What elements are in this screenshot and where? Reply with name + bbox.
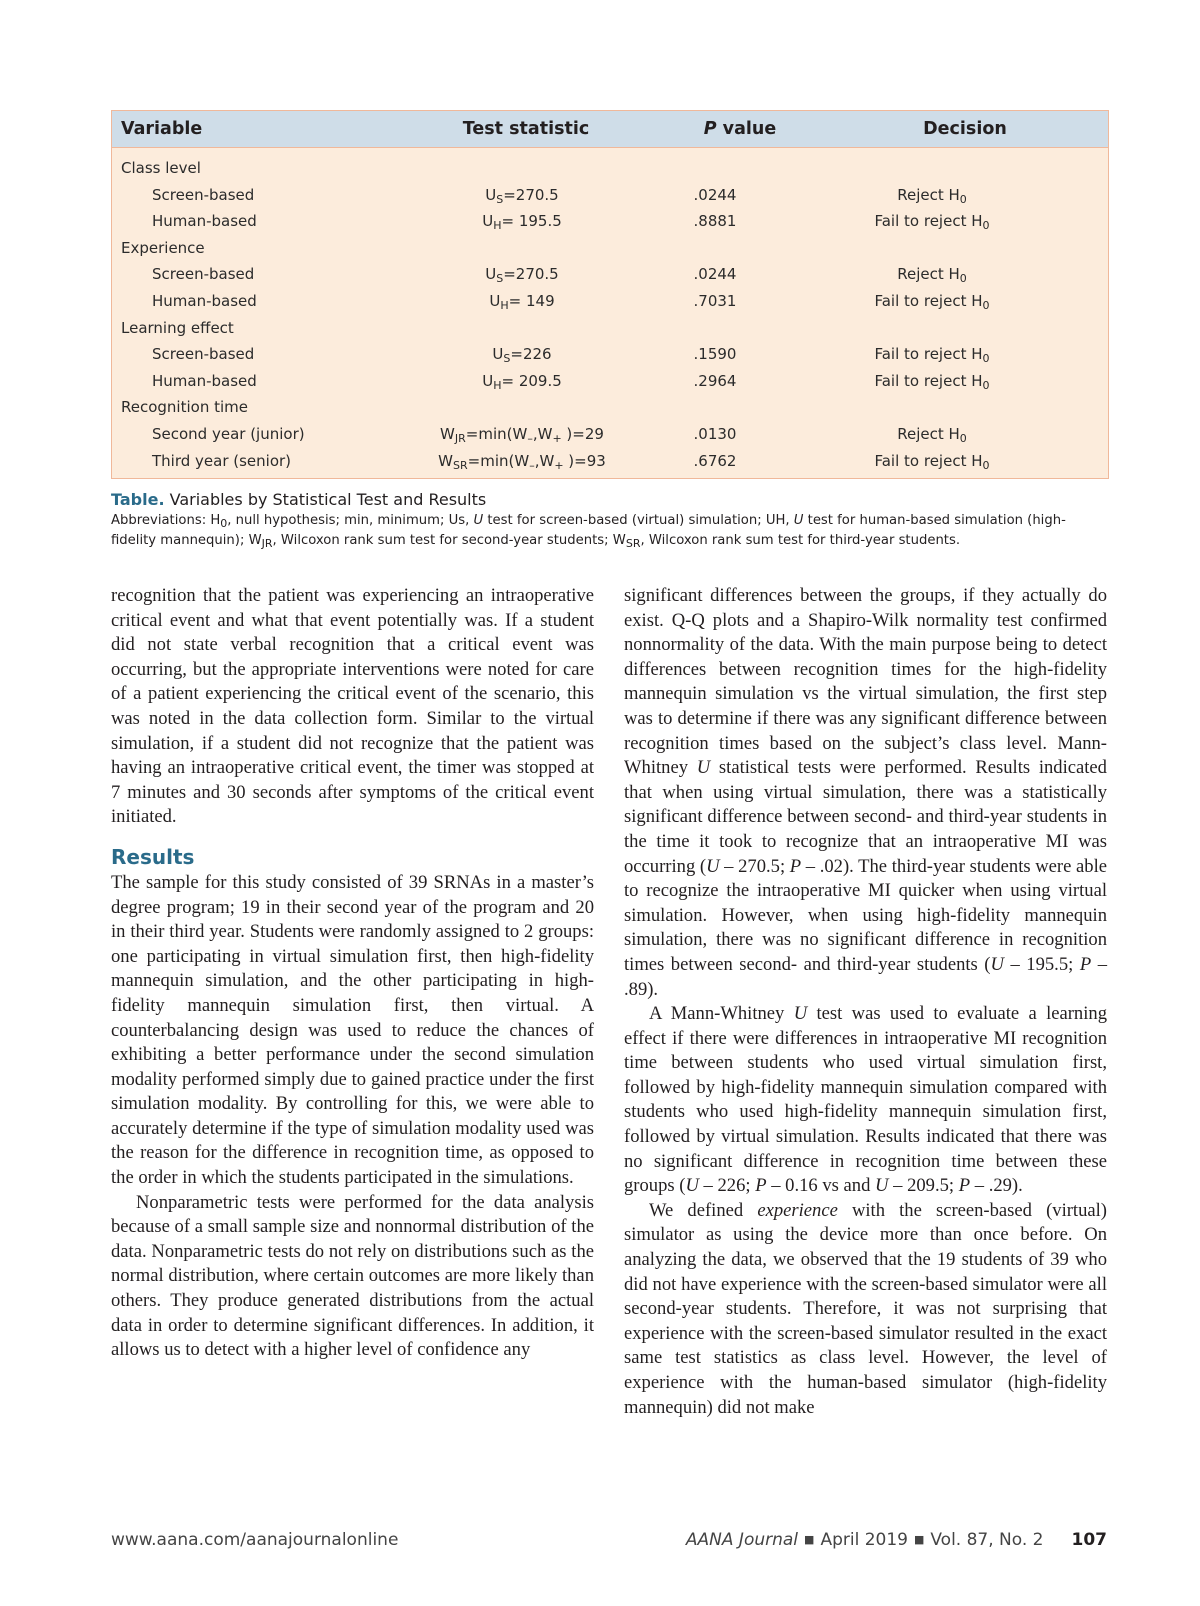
cell-variable: Human-based (152, 291, 257, 310)
header-decision: Decision (923, 119, 1007, 139)
table-group-row (112, 315, 1108, 342)
cell-decision: Fail to reject $H_0$ (874, 212, 990, 233)
paragraph-learning-effect: A Mann-Whitney U test was used to evaluate a learning effect if there were differences in intraoperative MI recognition time between students who used virtual simulation first, followed by high-fidelity mannequin simulation compared with students who used high-fidelity mannequin simulation first, followed by virtual simulation. Results indicated that there was no significant difference in recognition time between these groups (U – 226; P – 0.16 vs and U – 209.5; P – .29). (624, 1003, 1107, 1197)
results-heading: Results (111, 844, 195, 869)
table-row (112, 448, 1108, 475)
cell-variable: Human-based (152, 212, 257, 231)
right-column (624, 584, 1107, 1420)
cell-variable: Third year (senior) (152, 451, 292, 470)
results-table (111, 110, 1109, 479)
cell-p-value: .1590 (693, 345, 737, 364)
cell-test-statistic: $U_H= 195.5$ (482, 212, 562, 233)
group-label: Experience (121, 238, 205, 257)
cell-p-value: .0244 (693, 185, 737, 204)
paragraph-class-level: significant differences between the groups, if they actually do exist. Q-Q plots and a Shapiro-Wilk normality test confirmed nonnormality of the data. With the main purpose being to detect differences between recognition times for the high-fidelity mannequin simulation vs the virtual simulation, the first step was to determine if there was any significant difference between recognition times based on the subject’s class level. Mann-Whitney U statistical tests were performed. Results indicated that when using virtual simulation, there was a statistically significant difference between second- and third-year students in the time it took to recognize that an intraoperative MI was occurring (U – 270.5; P – .02). The third-year students were able to recognize the intraoperative MI quicker when using virtual simulation. However, when using high-fidelity mannequin simulation, there was no significant difference in recognition times between second- and third-year students (U – 195.5; P – .89). (624, 585, 1107, 1000)
table-caption (111, 490, 1107, 551)
cell-variable: Screen-based (152, 185, 255, 204)
group-label: Recognition time (121, 398, 248, 417)
journal-info: AANA Journal ■ April 2019 ■ Vol. 87, No. 2 107 (685, 1530, 1107, 1550)
journal-url: www.aana.com/aanajournalonline (111, 1530, 399, 1550)
cell-test-statistic: $U_S=226$ (492, 345, 552, 366)
left-column (111, 584, 594, 1363)
table-row (112, 288, 1108, 315)
cell-p-value: .0244 (693, 265, 737, 284)
table-group-row (112, 155, 1108, 182)
table-group-row (112, 394, 1108, 421)
cell-decision: Reject $H_0$ (897, 424, 967, 445)
cell-test-statistic: $W_{SR}=\min(W_-,W_+$ )=93 (438, 451, 606, 472)
cell-decision: Fail to reject $H_0$ (874, 345, 990, 366)
square-bullet-icon: ■ (804, 1533, 815, 1546)
cell-test-statistic: $U_S=270.5$ (485, 265, 559, 286)
cell-test-statistic: $W_{JR}=\min(W_-,W_+$ )=29 (440, 424, 604, 445)
cell-p-value: .8881 (693, 212, 737, 231)
cell-variable: Human-based (152, 371, 257, 390)
group-label: Learning effect (121, 318, 234, 337)
paragraph-sample: The sample for this study consisted of 39 SRNAs in a master’s degree program; 19 in their second year of the program and 20 in their third year. Students were randomly assigned to 2 groups: one participating in virtual simulation first, then high-fidelity mannequin simulation, and the other participating in high-fidelity mannequin simulation first, then virtual. A counterbalancing design was used to reduce the chances of exhibiting a better performance under the second simulation modality performed simply due to gained practice under the first simulation modality. By controlling for this, we were able to accurately determine if the type of simulation modality used was the reason for the difference in recognition time, as opposed to the order in which the students participated in the simulations. (111, 871, 594, 1189)
paragraph-nonparametric: Nonparametric tests were performed for the data analysis because of a small sample size and nonnormal distribution of the data. Nonparametric tests do not rely on distributions such as the normal distribution, where certain outcomes are more likely than others. They produce generated distributions from the actual data in order to determine significant differences. In addition, it allows us to detect with a higher level of confidence any (111, 1191, 594, 1361)
caption-abbreviations: Abbreviations: $H_0$, null hypothesis; min, minimum; Us, U test for screen-based (virtual) simulation; UH, U test for human-based simulation (high-fidelity mannequin); $W_{JR}$, Wilcoxon rank sum test for second-year students; $W_{SR}$, Wilcoxon rank sum test for third-year students. (111, 513, 1066, 550)
cell-p-value: .0130 (693, 424, 737, 443)
cell-decision: Reject $H_0$ (897, 265, 967, 286)
table-header-row (112, 111, 1108, 148)
square-bullet-icon: ■ (913, 1533, 925, 1546)
cell-test-statistic: $U_H= 149$ (489, 291, 555, 312)
page-footer (111, 1530, 1107, 1556)
caption-title: Table. Variables by Statistical Test and Results (111, 490, 487, 509)
table-row (112, 368, 1108, 395)
cell-p-value: .6762 (693, 451, 737, 470)
cell-p-value: .7031 (693, 291, 737, 310)
header-p-value: P value (703, 119, 777, 139)
table-group-row (112, 235, 1108, 262)
table-row (112, 421, 1108, 448)
table-body (112, 148, 1108, 478)
group-label: Class level (121, 159, 201, 177)
page-number: 107 (1071, 1530, 1107, 1550)
table-row (112, 261, 1108, 288)
cell-decision: Fail to reject $H_0$ (874, 371, 990, 392)
cell-variable: Screen-based (152, 345, 255, 364)
cell-decision: Fail to reject $H_0$ (874, 451, 990, 472)
cell-test-statistic: $U_H= 209.5$ (482, 371, 562, 392)
cell-decision: Fail to reject $H_0$ (874, 291, 990, 312)
table-row (112, 182, 1108, 209)
table-row (112, 208, 1108, 235)
cell-p-value: .2964 (693, 371, 737, 390)
cell-test-statistic: $U_S=270.5$ (485, 185, 559, 206)
header-variable: Variable (121, 119, 203, 139)
cell-variable: Second year (junior) (152, 424, 305, 443)
cell-decision: Reject $H_0$ (897, 185, 967, 206)
table-row (112, 341, 1108, 368)
header-test-statistic: Test statistic (462, 119, 590, 139)
paragraph-experience: We defined experience with the screen-based (virtual) simulator as using the device more than once before. On analyzing the data, we observed that the 19 students of 39 who did not have experience with the screen-based simulator were all second-year students. Therefore, it was not surprising that experience with the screen-based simulator resulted in the exact same test statistics as class level. However, the level of experience with the human-based simulator (high-fidelity mannequin) did not make (624, 1199, 1107, 1418)
cell-variable: Screen-based (152, 265, 255, 284)
paragraph-recognition: recognition that the patient was experiencing an intraoperative critical event and what that event potentially was. If a student did not state verbal recognition that a critical event was occurring, but the appropriate interventions were noted for care of a patient experiencing the critical event of the scenario, this was noted in the data collection form. Similar to the virtual simulation, if a student did not recognize that the patient was having an intraoperative critical event, the timer was stopped at 7 minutes and 30 seconds after symptoms of the critical event initiated. (111, 585, 594, 828)
